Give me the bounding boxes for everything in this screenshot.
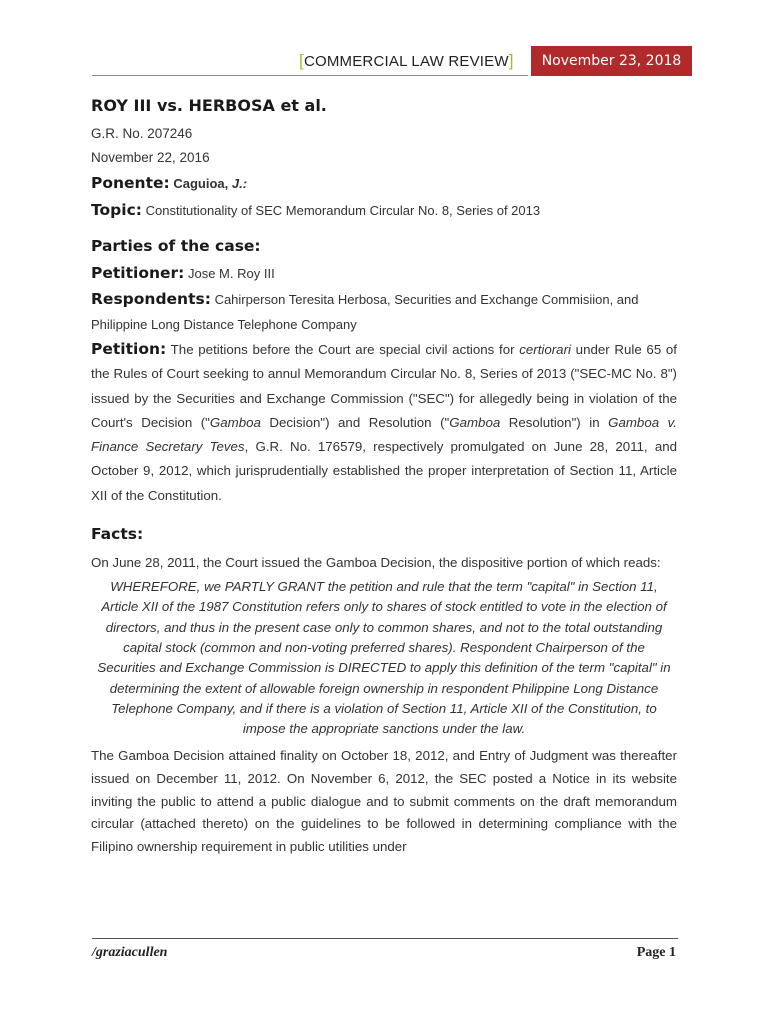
petition-text-4: Resolution") in bbox=[500, 414, 609, 430]
respondents-row bbox=[91, 287, 677, 337]
petition-paragraph bbox=[91, 337, 677, 508]
document-body bbox=[91, 96, 677, 858]
gr-number: G.R. No. 207246 bbox=[91, 126, 193, 141]
topic-row bbox=[91, 197, 677, 224]
header-title-text: COMMERCIAL LAW REVIEW bbox=[303, 53, 509, 70]
petition-italic-case-name: Gamboa v. Finance Secretary Teves bbox=[91, 414, 677, 455]
case-title: ROY III vs. HERBOSA et al. bbox=[91, 96, 327, 115]
page-number: Page 1 bbox=[636, 945, 676, 960]
case-date: November 22, 2016 bbox=[91, 150, 210, 165]
petitioner-label: Petitioner: bbox=[91, 264, 185, 282]
petition-text-2: under Rule 65 of the Rules of Court seeking to annul Memorandum Circular No. 8, Series of 2013 ("SEC-MC No. 8") issued by the Securities and Exchange Commission ("SEC") for allegedly being in violation of the Court's Decision (" bbox=[91, 342, 678, 430]
ponente-label: Ponente: bbox=[91, 174, 170, 192]
header-divider bbox=[92, 75, 528, 76]
header-title bbox=[299, 51, 514, 71]
respondents-value: Cahirperson Teresita Herbosa, Securities and Exchange Commisiion, and Philippine Long Distance Telephone Company bbox=[91, 292, 639, 332]
petition-italic-gamboa-1: Gamboa bbox=[209, 414, 261, 430]
topic-value: Constitutionality of SEC Memorandum Circular No. 8, Series of 2013 bbox=[145, 203, 541, 218]
header-bracket-close: ] bbox=[508, 51, 514, 70]
page-header bbox=[0, 46, 768, 76]
facts-quote: WHEREFORE, we PARTLY GRANT the petition and rule that the term "capital" in Section 11, Article XII of the 1987 Constitution refers only to shares of stock entitled to vote in the election of directors, and thus in the present case only to common shares, and not to the total outstanding capital stock (common and non-voting preferred shares). Respondent Chairperson of the Securities and Exchange Commission is DIRECTED to apply this definition of the term "capital" in determining the extent of allowable foreign ownership in respondent Philippine Long Distance Telephone Company, and if there is a violation of Section 11, Article XII of the Constitution, to impose the appropriate sanctions under the law. bbox=[97, 579, 671, 737]
header-date-badge: November 23, 2018 bbox=[531, 46, 692, 76]
facts-paragraph-2: The Gamboa Decision attained finality on October 18, 2012, and Entry of Judgment was thereafter issued on December 11, 2012. On November 6, 2012, the SEC posted a Notice in its website inviting the public to attend a public dialogue and to submit comments on the draft memorandum circular (attached thereto) on the guidelines to be followed in determining compliance with the Filipino ownership requirement in public utilities under bbox=[91, 748, 677, 854]
petitioner-value: Jose M. Roy III bbox=[187, 266, 275, 281]
petition-label: Petition: bbox=[91, 340, 167, 358]
petition-italic-gamboa-2: Gamboa bbox=[449, 414, 501, 430]
petition-italic-certiorari: certiorari bbox=[519, 342, 571, 357]
facts-heading: Facts: bbox=[91, 525, 144, 544]
footer-divider bbox=[92, 938, 678, 939]
header-bracket-open: [ bbox=[299, 51, 304, 70]
ponente-j: J.: bbox=[231, 176, 248, 191]
petition-text-5: , G.R. No. 176579, respectively promulgated on June 28, 2011, and October 9, 2012, which jurisprudentially established the proper interpretation of Section 11, Article XII of the Constitution. bbox=[91, 439, 678, 503]
facts-intro: On June 28, 2011, the Court issued the Gamboa Decision, the dispositive portion of which reads: bbox=[91, 555, 661, 571]
petitioner-row bbox=[91, 260, 677, 287]
ponente-name: Caguioa, bbox=[173, 176, 232, 191]
topic-label: Topic: bbox=[91, 201, 142, 219]
ponente-value bbox=[173, 176, 247, 191]
parties-heading: Parties of the case: bbox=[91, 237, 261, 255]
petition-text-1: The petitions before the Court are special civil actions for bbox=[170, 342, 520, 357]
footer-author: /graziacullen bbox=[92, 945, 168, 960]
respondents-label: Respondents: bbox=[91, 290, 211, 308]
ponente-row bbox=[91, 170, 677, 197]
petition-text-3: Decision") and Resolution (" bbox=[260, 414, 450, 430]
